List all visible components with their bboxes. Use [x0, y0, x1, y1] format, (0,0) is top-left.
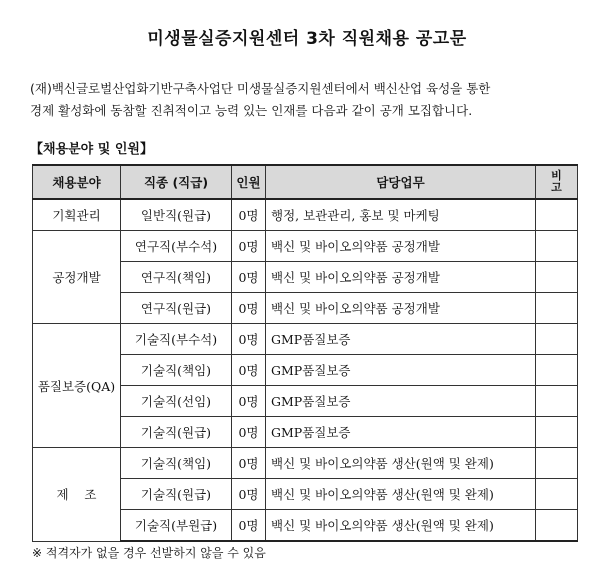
duty-cell: 백신 및 바이오의약품 생산(원액 및 완제) — [266, 448, 536, 479]
note-cell — [536, 417, 578, 448]
duty-cell: GMP품질보증 — [266, 324, 536, 355]
duty-cell: 백신 및 바이오의약품 공정개발 — [266, 262, 536, 293]
header-note-2: 고 — [551, 181, 562, 194]
note-cell — [536, 231, 578, 262]
rank-cell: 기술직(선임) — [121, 386, 232, 417]
field-cell: 제 조 — [33, 448, 121, 542]
recruitment-table — [32, 164, 578, 542]
table-row — [33, 199, 578, 231]
table-row — [33, 231, 578, 262]
header-rank: 직종 (직급) — [121, 165, 232, 199]
note-cell — [536, 199, 578, 231]
note-cell — [536, 262, 578, 293]
footnote: ※ 적격자가 없을 경우 선발하지 않을 수 있음 — [32, 546, 266, 560]
table-header-row — [33, 165, 578, 199]
intro-paragraph — [30, 78, 590, 122]
count-cell: 0명 — [232, 324, 266, 355]
note-cell — [536, 510, 578, 542]
count-cell: 0명 — [232, 510, 266, 542]
duty-cell: GMP품질보증 — [266, 417, 536, 448]
duty-cell: GMP품질보증 — [266, 355, 536, 386]
header-note — [536, 165, 578, 199]
duty-cell: 행정, 보관관리, 홍보 및 마케팅 — [266, 199, 536, 231]
header-count: 인원 — [232, 165, 266, 199]
rank-cell: 기술직(원급) — [121, 479, 232, 510]
count-cell: 0명 — [232, 417, 266, 448]
field-cell: 공정개발 — [33, 231, 121, 324]
duty-cell: 백신 및 바이오의약품 생산(원액 및 완제) — [266, 510, 536, 542]
note-cell — [536, 448, 578, 479]
rank-cell: 기술직(책임) — [121, 448, 232, 479]
rank-cell: 기술직(부원급) — [121, 510, 232, 542]
note-cell — [536, 479, 578, 510]
rank-cell: 기술직(원급) — [121, 417, 232, 448]
intro-line-2: 경제 활성화에 동참할 진취적이고 능력 있는 인재를 다음과 같이 공개 모집합니다. — [30, 103, 473, 118]
duty-cell: 백신 및 바이오의약품 공정개발 — [266, 293, 536, 324]
header-field: 채용분야 — [33, 165, 121, 199]
rank-cell: 기술직(책임) — [121, 355, 232, 386]
note-cell — [536, 293, 578, 324]
rank-cell: 연구직(책임) — [121, 262, 232, 293]
table-row — [33, 448, 578, 479]
rank-cell: 연구직(부수석) — [121, 231, 232, 262]
duty-cell: 백신 및 바이오의약품 생산(원액 및 완제) — [266, 479, 536, 510]
count-cell: 0명 — [232, 293, 266, 324]
note-cell — [536, 355, 578, 386]
count-cell: 0명 — [232, 262, 266, 293]
section-heading: 【채용분야 및 인원】 — [30, 142, 153, 157]
count-cell: 0명 — [232, 199, 266, 231]
note-cell — [536, 386, 578, 417]
field-cell: 품질보증(QA) — [33, 324, 121, 448]
intro-line-1: (재)백신글로벌산업화기반구축사업단 미생물실증지원센터에서 백신산업 육성을 통한 — [30, 81, 491, 96]
header-duty: 담당업무 — [266, 165, 536, 199]
count-cell: 0명 — [232, 231, 266, 262]
duty-cell: 백신 및 바이오의약품 공정개발 — [266, 231, 536, 262]
count-cell: 0명 — [232, 355, 266, 386]
rank-cell: 일반직(원급) — [121, 199, 232, 231]
rank-cell: 연구직(원급) — [121, 293, 232, 324]
page-title: 미생물실증지원센터 3차 직원채용 공고문 — [147, 29, 467, 49]
table-row — [33, 324, 578, 355]
count-cell: 0명 — [232, 479, 266, 510]
note-cell — [536, 324, 578, 355]
count-cell: 0명 — [232, 386, 266, 417]
header-note-1: 비 — [551, 169, 562, 182]
rank-cell: 기술직(부수석) — [121, 324, 232, 355]
count-cell: 0명 — [232, 448, 266, 479]
field-cell: 기획관리 — [33, 199, 121, 231]
duty-cell: GMP품질보증 — [266, 386, 536, 417]
